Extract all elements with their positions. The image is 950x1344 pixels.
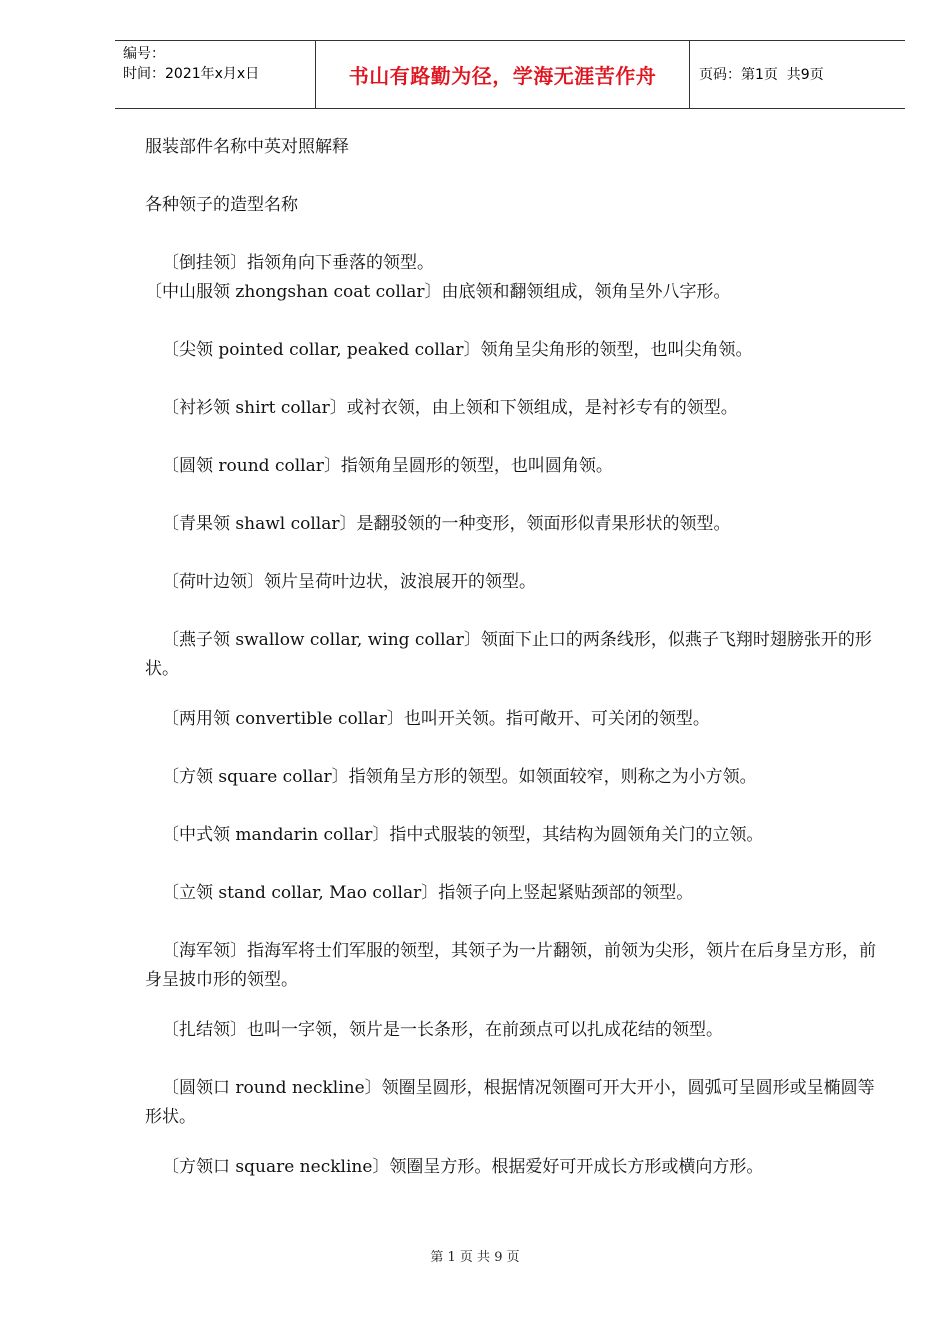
entry-item: 〔圆领 round collar〕指领角呈圆形的领型，也叫圆角领。: [162, 456, 613, 476]
time-label: 时间：2021年x月x日: [123, 66, 260, 82]
entry-item: 〔方领口 square neckline〕领圈呈方形。根据爱好可开成长方形或横向方形。: [162, 1157, 764, 1177]
header-meta: [123, 44, 259, 84]
entry-item: 〔衬衫领 shirt collar〕或衬衣领，由上领和下领组成，是衬衫专有的领型。: [162, 398, 738, 418]
entry-item: 〔方领 square collar〕指领角呈方形的领型。如领面较窄，则称之为小方领。: [162, 767, 757, 787]
header-page-info: 页码：第1页 共9页: [699, 67, 824, 83]
entry-item: 〔海军领〕指海军将士们军服的领型，其领子为一片翻领，前领为尖形，领片在后身呈方形，前身呈披巾形的领型。: [145, 941, 876, 990]
entry-item: 〔尖领 pointed collar, peaked collar〕领角呈尖角形的领型，也叫尖角领。: [162, 340, 753, 360]
header-motto: 书山有路勤为径，学海无涯苦作舟: [348, 64, 657, 88]
entry-item: 〔圆领口 round neckline〕领圈呈圆形，根据情况领圈可开大开小，圆弧可呈圆形或呈椭圆等形状。: [145, 1078, 875, 1127]
entry-item: 〔两用领 convertible collar〕也叫开关领。指可敞开、可关闭的领型。: [162, 709, 710, 729]
entry-item: 〔立领 stand collar, Mao collar〕指领子向上竖起紧贴颈部的领型。: [162, 883, 694, 903]
entry-item: 〔荷叶边领〕领片呈荷叶边状，波浪展开的领型。: [162, 572, 536, 592]
entry-item: 〔燕子领 swallow collar, wing collar〕领面下止口的两条线形，似燕子飞翔时翅膀张开的形状。: [145, 630, 872, 679]
number-label: 编号：: [123, 46, 165, 62]
document-title: 服装部件名称中英对照解释: [145, 137, 349, 157]
entry-item: 〔中山服领 zhongshan coat collar〕由底领和翻领组成，领角呈外八字形。: [145, 282, 731, 302]
entry-item: 〔青果领 shawl collar〕是翻驳领的一种变形，领面形似青果形状的领型。: [162, 514, 731, 534]
entry-item: 〔扎结领〕也叫一字领，领片是一长条形，在前颈点可以扎成花结的领型。: [162, 1020, 723, 1040]
section-subtitle: 各种领子的造型名称: [145, 195, 298, 215]
entry-item: 〔中式领 mandarin collar〕指中式服装的领型，其结构为圆领角关门的立领。: [162, 825, 764, 845]
document-body: [145, 133, 880, 1182]
header-divider-right: [689, 41, 690, 108]
entry-item: 〔倒挂领〕指领角向下垂落的领型。: [162, 253, 434, 273]
page-header: [115, 40, 905, 109]
page-footer: 第 1 页 共 9 页: [430, 1250, 520, 1265]
